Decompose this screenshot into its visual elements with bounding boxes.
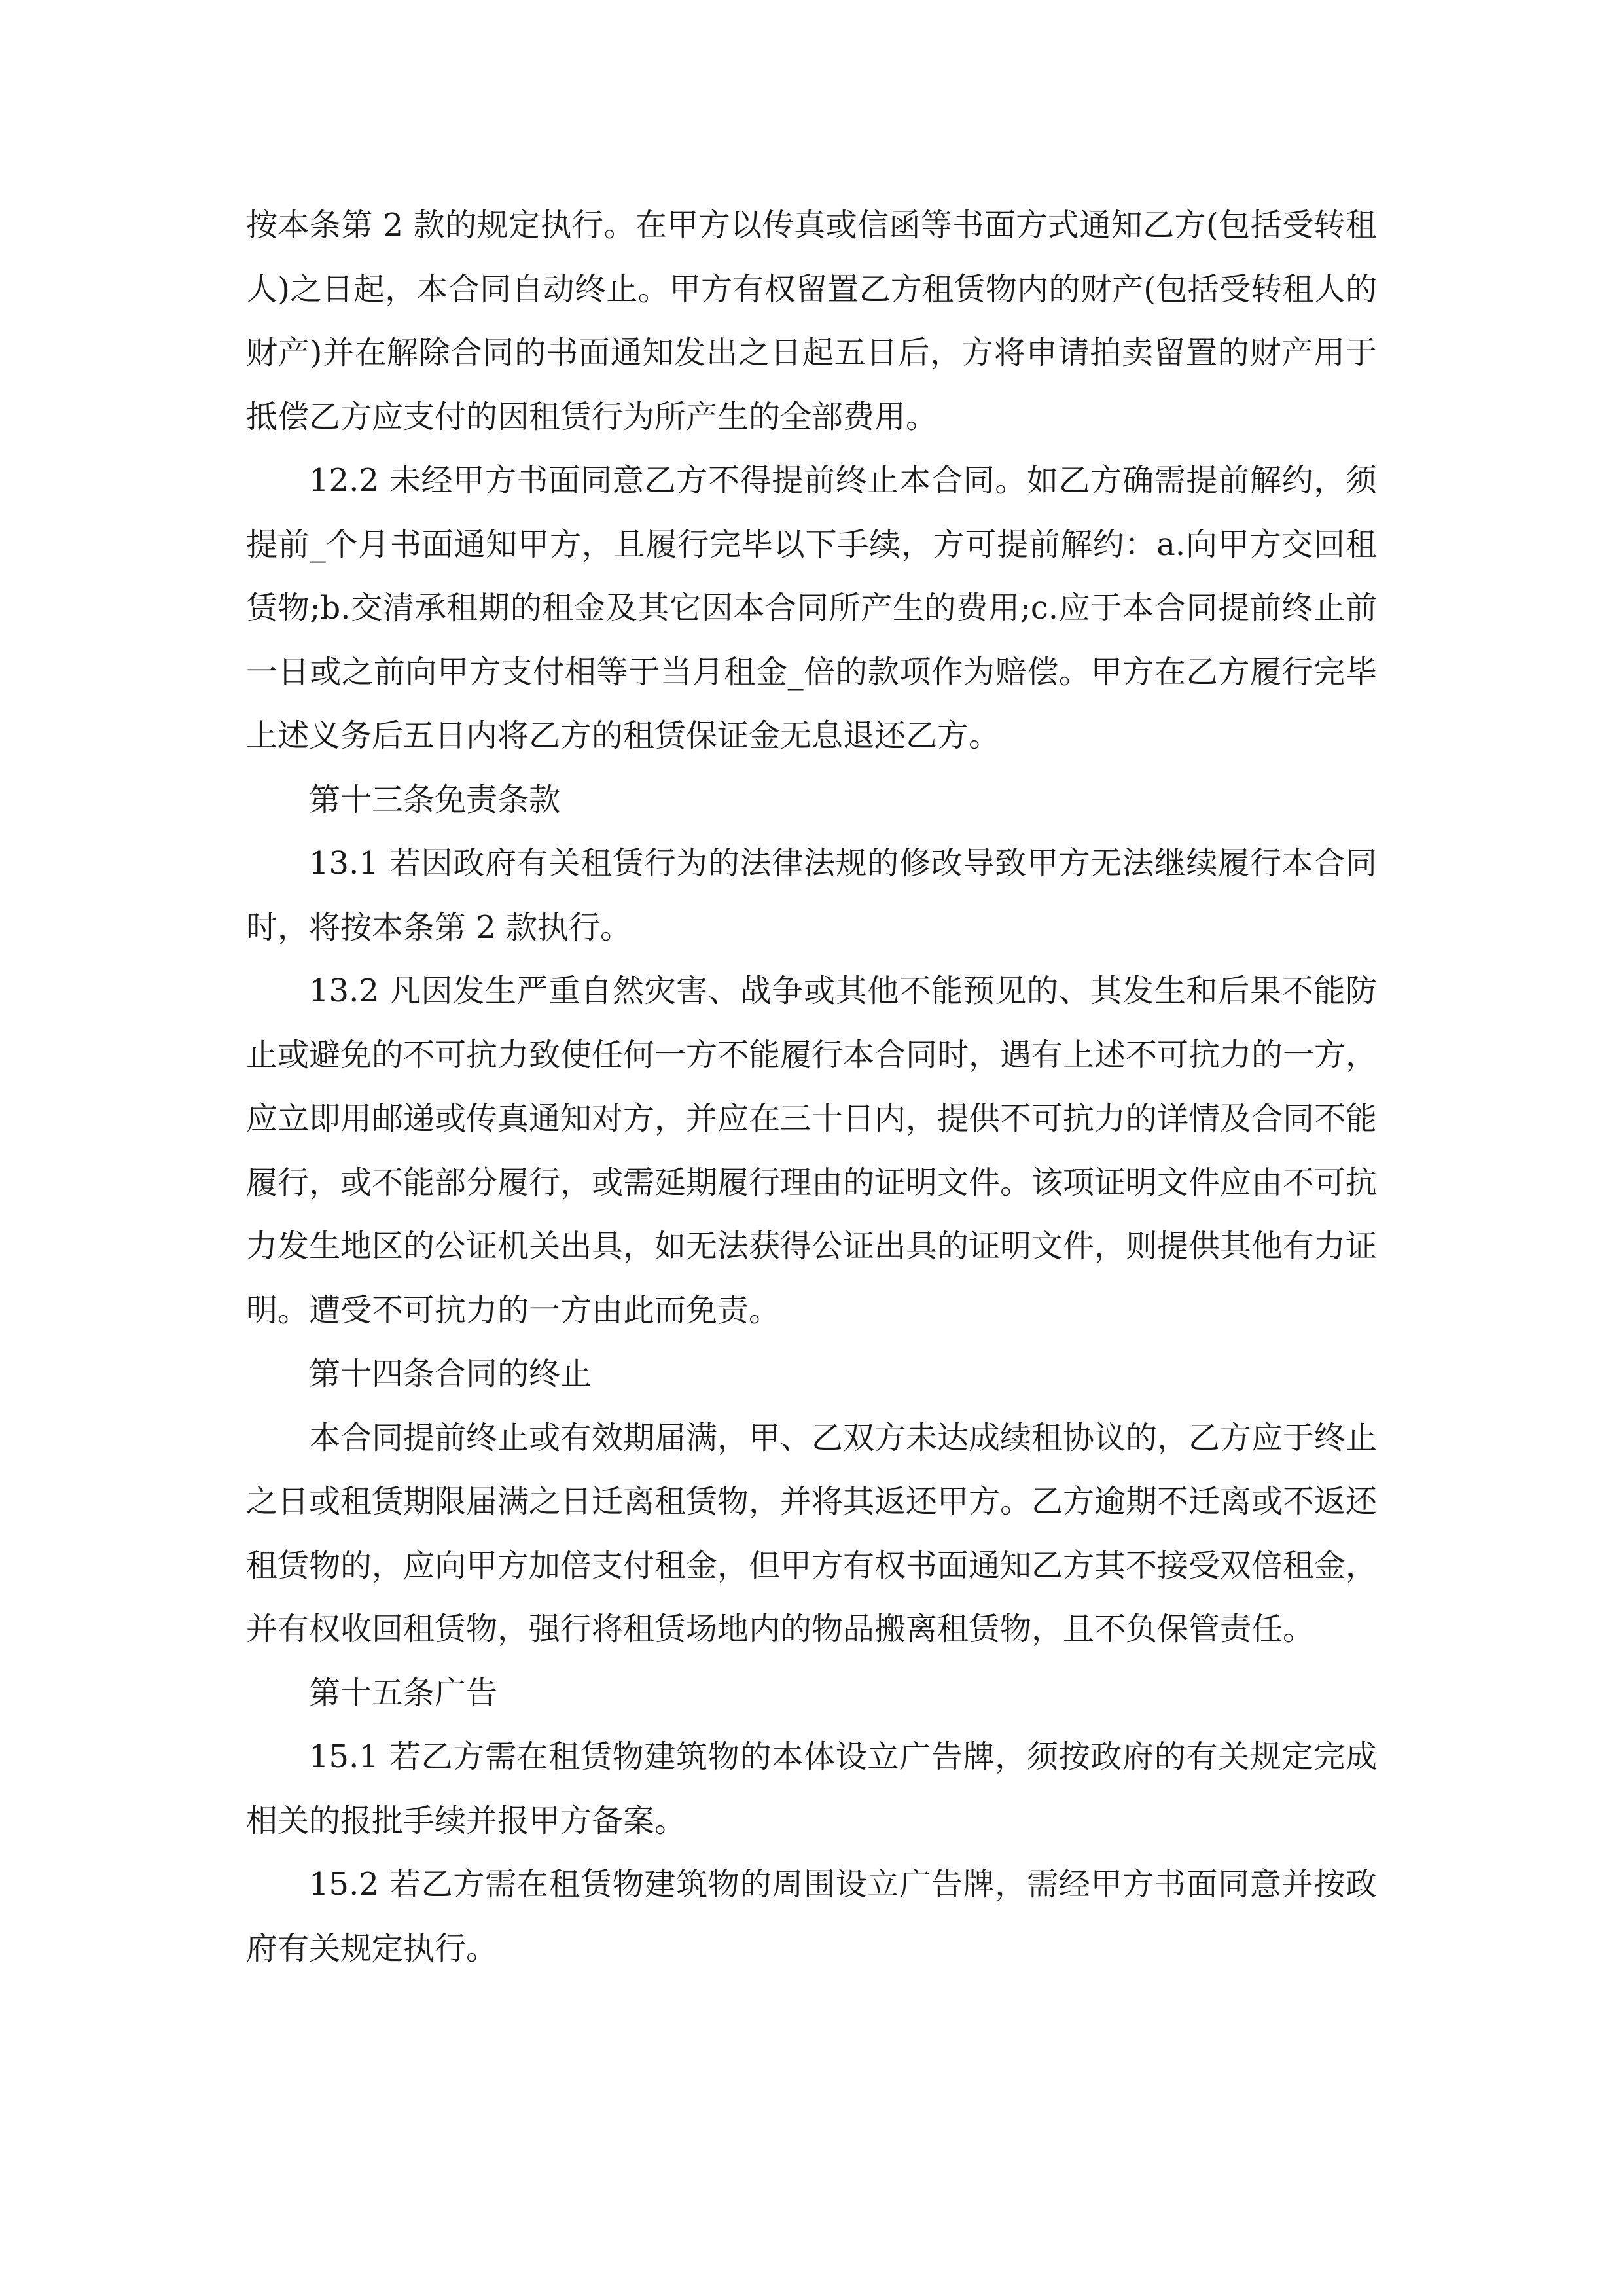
paragraph-clause-15-2: 15.2 若乙方需在租赁物建筑物的周围设立广告牌，需经甲方书面同意并按政府有关规定执行。: [246, 1866, 1377, 1967]
article-14-heading: 第十四条合同的终止: [309, 1355, 592, 1392]
article-13-heading: 第十三条免责条款: [309, 781, 561, 818]
paragraph-clause-13-2: 13.2 凡因发生严重自然灾害、战争或其他不能预见的、其发生和后果不能防止或避免的不可抗力致使任何一方不能履行本合同时，遇有上述不可抗力的一方，应立即用邮递或传真通知对方，并应在三十日内，提供不可抗力的详情及合同不能履行，或不能部分履行，或需延期履行理由的证明文件。该项证明文件应由不可抗力发生地区的公证机关出具，如无法获得公证出具的证明文件，则提供其他有力证明。遭受不可抗力的一方由此而免责。: [246, 973, 1378, 1329]
paragraph-clause-12-2: 12.2 未经甲方书面同意乙方不得提前终止本合同。如乙方确需提前解约，须提前_个月书面通知甲方，且履行完毕以下手续，方可提前解约：a.向甲方交回租赁物;b.交清承租期的租金及其它因本合同所产生的费用;c.应于本合同提前终止前一日或之前向甲方支付相等于当月租金_倍的款项作为赔偿。甲方在乙方履行完毕上述义务后五日内将乙方的租赁保证金无息退还乙方。: [246, 462, 1377, 754]
document-body: [246, 194, 1377, 1981]
article-15-heading: 第十五条广告: [309, 1674, 498, 1712]
paragraph-article-14-body: 本合同提前终止或有效期届满，甲、乙双方未达成续租协议的，乙方应于终止之日或租赁期限届满之日迁离租赁物，并将其返还甲方。乙方逾期不迁离或不返还租赁物的，应向甲方加倍支付租金，但甲方有权书面通知乙方其不接受双倍租金，并有权收回租赁物，强行将租赁场地内的物品搬离租赁物，且不负保管责任。: [246, 1419, 1378, 1647]
paragraph-continuation: 按本条第 2 款的规定执行。在甲方以传真或信函等书面方式通知乙方(包括受转租人)之日起，本合同自动终止。甲方有权留置乙方租赁物内的财产(包括受转租人的财产)并在解除合同的书面通知发出之日起五日后，方将申请拍卖留置的财产用于抵偿乙方应支付的因租赁行为所产生的全部费用。: [246, 207, 1377, 435]
paragraph-clause-15-1: 15.1 若乙方需在租赁物建筑物的本体设立广告牌，须按政府的有关规定完成相关的报批手续并报甲方备案。: [246, 1738, 1377, 1839]
paragraph-clause-13-1: 13.1 若因政府有关租赁行为的法律法规的修改导致甲方无法继续履行本合同时，将按本条第 2 款执行。: [246, 845, 1377, 946]
